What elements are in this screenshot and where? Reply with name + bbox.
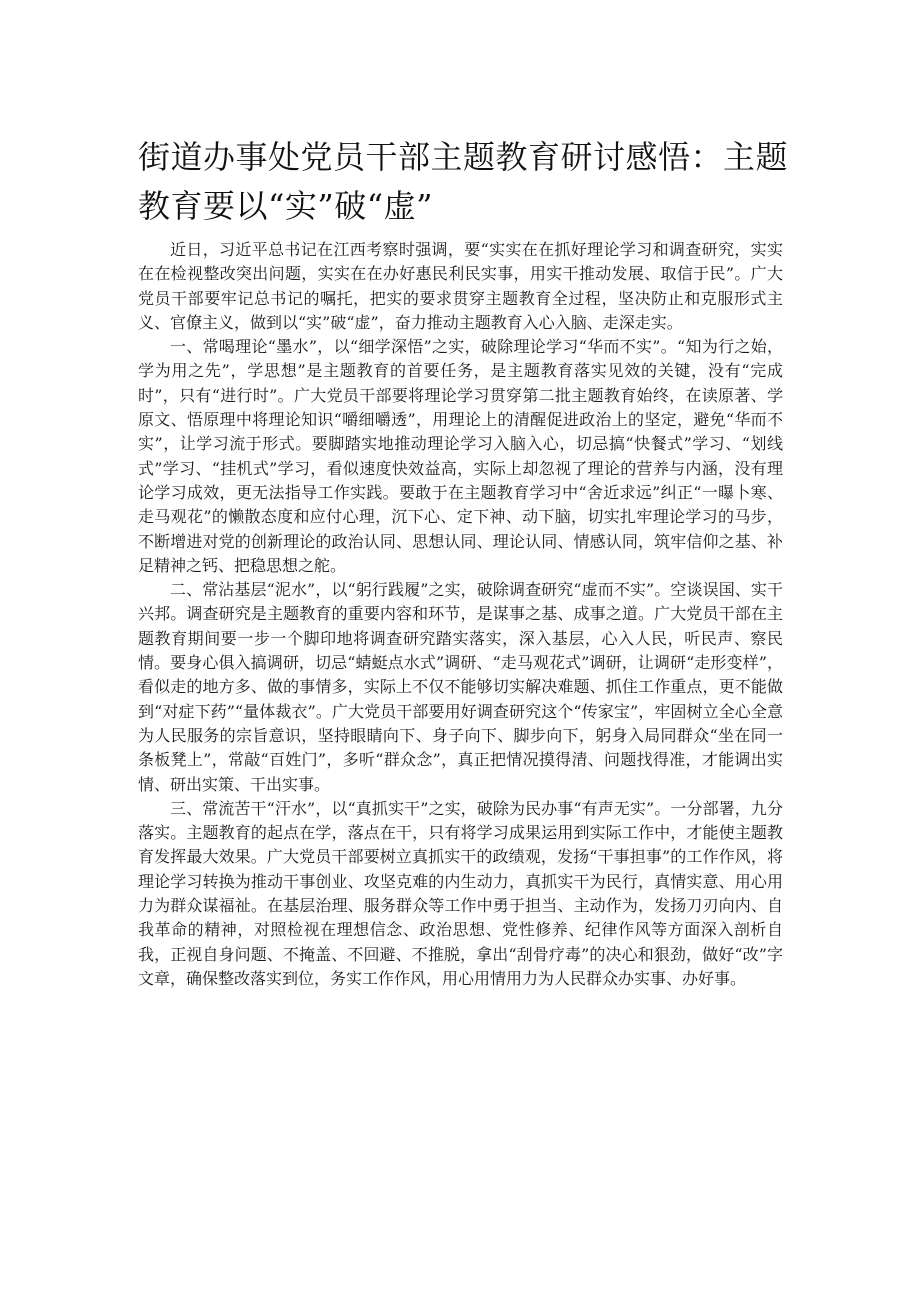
document-body xyxy=(138,238,783,991)
paragraph-intro: 近日，习近平总书记在江西考察时强调，要“实实在在抓好理论学习和调查研究，实实在在检视整改突出问题，实实在在办好惠民利民实事，用实干推动发展、取信于民”。广大党员干部要牢记总书记的嘱托，把实的要求贯穿主题教育全过程，坚决防止和克服形式主义、官僚主义，做到以“实”破“虚”，奋力推动主题教育入心入脑、走深走实。 xyxy=(138,240,783,332)
paragraph-section-2: 二、常沾基层“泥水”，以“躬行践履”之实，破除调查研究“虚而不实”。空谈误国、实干兴邦。调查研究是主题教育的重要内容和环节，是谋事之基、成事之道。广大党员干部在主题教育期间要一步一个脚印地将调查研究踏实落实，深入基层，心入人民，听民声、察民情。要身心俱入搞调研，切忌“蜻蜓点水式”调研、“走马观花式”调研，让调研“走形变样”，看似走的地方多、做的事情多，实际上不仅不能够切实解决难题、抓住工作重点，更不能做到“对症下药”“量体裁衣”。广大党员干部要用好调查研究这个“传家宝”，牢固树立全心全意为人民服务的宗旨意识，坚持眼睛向下、身子向下、脚步向下，躬身入局同群众“坐在同一条板凳上”，常敲“百姓门”，多听“群众念”，真正把情况摸得清、问题找得准，才能调出实情、研出实策、干出实事。 xyxy=(138,580,783,794)
document-title: 街道办事处党员干部主题教育研讨感悟：主题教育要以“实”破“虚” xyxy=(138,138,789,225)
paragraph-section-3: 三、常流苦干“汗水”，以“真抓实干”之实，破除为民办事“有声无实”。一分部署，九分落实。主题教育的起点在学，落点在干，只有将学习成果运用到实际工作中，才能使主题教育发挥最大效果。广大党员干部要树立真抓实干的政绩观，发扬“干事担事”的工作作风，将理论学习转换为推动干事创业、攻坚克难的内生动力，真抓实干为民行，真情实意、用心用力为群众谋福祉。在基层治理、服务群众等工作中勇于担当、主动作为，发扬刀刃向内、自我革命的精神，对照检视在理想信念、政治思想、党性修养、纪律作风等方面深入剖析自我，正视自身问题、不掩盖、不回避、不推脱，拿出“刮骨疗毒”的决心和狠劲，做好“改”字文章，确保整改落实到位，务实工作作风，用心用情用力为人民群众办实事、办好事。 xyxy=(138,798,783,988)
paragraph-section-1: 一、常喝理论“墨水”，以“细学深悟”之实，破除理论学习“华而不实”。“知为行之始，学为用之先”，学思想”是主题教育的首要任务，是主题教育落实见效的关键，没有“完成时”，只有“进行时”。广大党员干部要将理论学习贯穿第二批主题教育始终，在读原著、学原文、悟原理中将理论知识“嚼细嚼透”，用理论上的清醒促进政治上的坚定，避免“华而不实”，让学习流于形式。要脚踏实地推动理论学习入脑入心，切忌搞“快餐式”学习、“划线式”学习、“挂机式”学习，看似速度快效益高，实际上却忽视了理论的营养与内涵，没有理论学习成效，更无法指导工作实践。要敢于在主题教育学习中“舍近求远”纠正“一曝卜寒、走马观花”的懒散态度和应付心理，沉下心、定下神、动下脑，切实扎牢理论学习的马步，不断增进对党的创新理论的政治认同、思想认同、理论认同、情感认同，筑牢信仰之基、补足精神之钙、把稳思想之舵。 xyxy=(138,337,783,575)
